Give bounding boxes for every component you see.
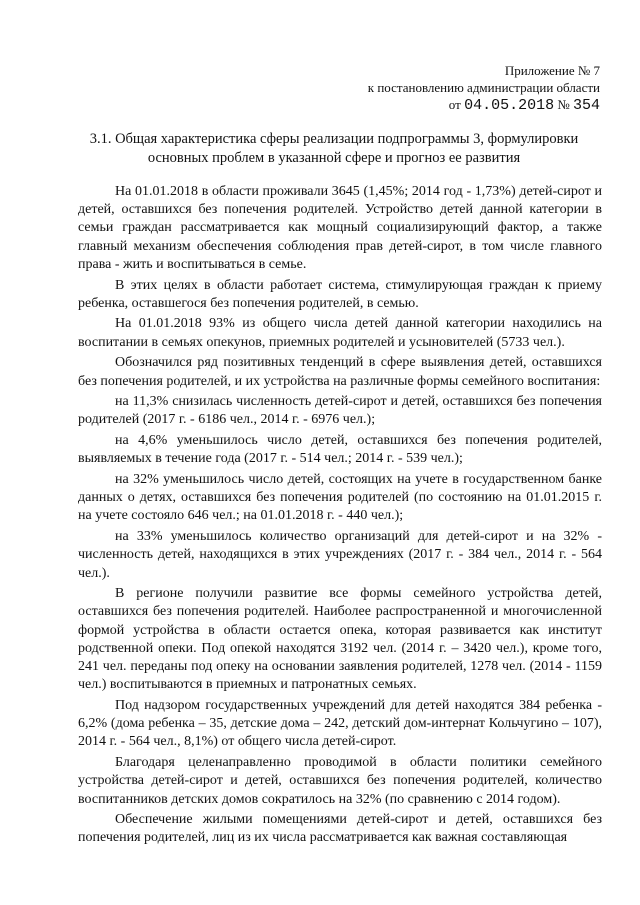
body-text — [78, 183, 602, 848]
paragraph: В этих целях в области работает система, стимулирующая граждан к приему ребенка, оставшегося без попечения родителей, в семью. — [78, 277, 602, 311]
date-prefix: от — [448, 97, 461, 112]
resolution-date: 04.05.2018 — [464, 97, 555, 114]
resolution-date-line — [360, 96, 600, 114]
resolution-reference: к постановлению администрации области — [367, 80, 600, 95]
section-title-line-2: основных проблем в указанной сфере и прогноз ее развития — [147, 150, 521, 166]
list-item: на 11,3% снизилась численность детей-сирот и детей, оставшихся без попечения родителей (2017 г. - 6186 чел., 2014 г. - 6976 чел.); — [78, 394, 602, 428]
paragraph: Обеспечение жилыми помещениями детей-сирот и детей, оставшихся без попечения родителей, лиц из их числа рассматривается как важная составляющая — [78, 812, 602, 846]
section-title-line-1: 3.1. Общая характеристика сферы реализации подпрограммы 3, формулировки — [89, 131, 579, 147]
appendix-header — [360, 62, 600, 114]
list-item: на 4,6% уменьшилось число детей, оставшихся без попечения родителей, выявляемых в течение года (2017 г. - 514 чел.; 2014 г. - 539 чел.); — [78, 433, 602, 467]
paragraph: Под надзором государственных учреждений для детей находятся 384 ребенка - 6,2% (дома ребенка – 35, детские дома – 242, детский дом-интернат Кольчугино – 107), 2014 г. - 564 чел., 8,1%) от общего числа детей-сирот. — [78, 697, 602, 750]
paragraph: Благодаря целенаправленно проводимой в области политики семейного устройства детей-сирот и детей, оставшихся без попечения родителей, количество воспитанников детских домов сократилось на 32% (по сравнению с 2014 годом). — [78, 755, 602, 807]
appendix-number: Приложение № 7 — [504, 63, 600, 78]
paragraph: Обозначился ряд позитивных тенденций в сфере выявления детей, оставшихся без попечения родителей, и их устройства на различные формы семейного воспитания: — [78, 355, 602, 389]
paragraph: На 01.01.2018 93% из общего числа детей данной категории находились на воспитании в семьях опекунов, приемных родителей и усыновителей (5733 чел.). — [78, 316, 602, 350]
number-sign: № — [557, 97, 570, 112]
paragraph: В регионе получили развитие все формы семейного устройства детей, оставшихся без попечения родителей. Наиболее распространенной и многочисленной формой устройства в области остается опека, которая развивается как институт родственной опеки. Под опекой находятся 3192 чел. (2014 г. – 3420 чел.), кроме того, 241 чел. переданы под опеку на основании заявления родителей, 1278 чел. (2014 - 1159 чел.) воспитываются в приемных и патронатных семьях. — [78, 586, 602, 693]
list-item: на 33% уменьшилось количество организаций для детей-сирот и на 32% - численность детей, находящихся в этих учреждениях (2017 г. - 384 чел., 2014 г. - 564 чел.). — [78, 529, 602, 581]
section-title — [60, 130, 608, 168]
paragraph: На 01.01.2018 в области проживали 3645 (1,45%; 2014 год - 1,73%) детей-сирот и детей, оставшихся без попечения родителей. Устройство детей данной категории в семьи граждан рассматривается как мощный социализирующий фактор, а также главный механизм обеспечения соблюдения прав детей-сирот, в том числе главного права - жить и воспитываться в семье. — [78, 184, 602, 272]
resolution-number: 354 — [572, 97, 600, 114]
list-item: на 32% уменьшилось число детей, состоящих на учете в государственном банке данных о детях, оставшихся без попечения родителей (по состоянию на 01.01.2015 г. на учете состояло 646 чел.; на 01.01.2018 г. - 440 чел.); — [78, 472, 602, 524]
